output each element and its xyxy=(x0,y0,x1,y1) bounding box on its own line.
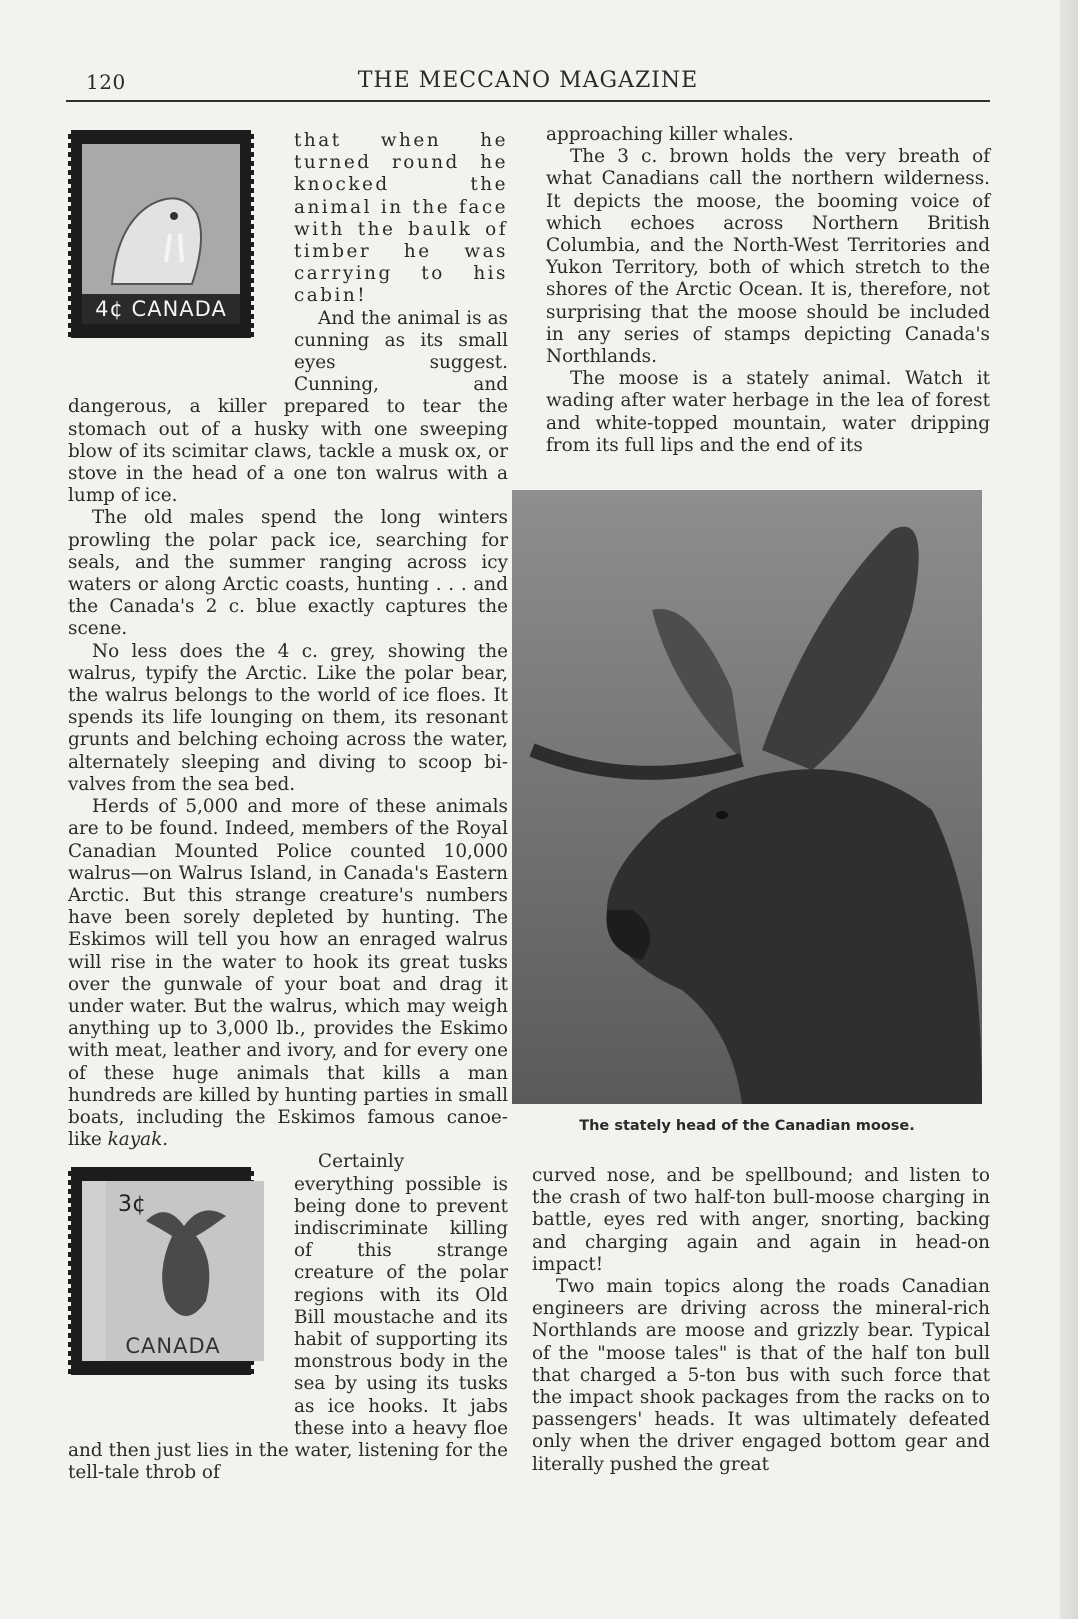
left-column xyxy=(68,130,508,1484)
kayak-word: kayak. xyxy=(107,1129,169,1151)
right-paragraph-4: curved nose, and be spellbound; and listen to the crash of two half-ton bull-moose charging in battle, eyes red with anger, snorting, backing and charging again and again in head-on impact! xyxy=(532,1165,990,1275)
left-paragraph-6-text: Certainly everything possible is being done to prevent indiscriminate killing of this strange creature of the polar regions with its Old Bill moustache and its habit of supporting its monstrous body in the sea by using its tusks as ice hooks. It jabs these into a heavy floe and then just lies in the water, listening for the tell-tale throb of xyxy=(68,1151,508,1484)
right-paragraph-5: Two main topics along the roads Canadian engineers are driving across the mineral-rich Northlands are moose and grizzly bear. Typical of the "moose tales" is that of the half ton bull that charged a 5-ton bus with such force that the impact shook packages from the racks on to passengers' heads. It was ultimately defeated only when the driver engaged bottom gear and literally pushed the great xyxy=(532,1276,990,1475)
left-paragraph-1: that when he turned round he knocked the animal in the face with the baulk of timber he was carrying to his cabin! xyxy=(294,130,508,307)
photo-caption: The stately head of the Canadian moose. xyxy=(579,1118,915,1134)
right-paragraph-2: The 3 c. brown holds the very breath of what Canadians call the northern wilderness. It depicts the moose, the booming voice of which echoes across Northern British Columbia, and the North-West Territories and Yukon Territory, both of which stretch to the shores of the Arctic Ocean. It is, therefore, not surprising that the moose should be included in any series of stamps depicting Canada's Northlands. xyxy=(546,146,990,368)
walrus-stamp-image xyxy=(82,144,240,324)
right-column-bottom xyxy=(532,1165,990,1476)
left-paragraph-6 xyxy=(68,1151,508,1484)
page-number: 120 xyxy=(86,70,126,94)
left-paragraph-4: No less does the 4 c. grey, showing the walrus, typify the Arctic. Like the polar bear, the walrus belongs to the world of ice floes. It spends its life lounging on them, its resonant grunts and belching echoing across the water, alternately sleeping and diving to scoop bi-valves from the sea bed. xyxy=(68,640,508,795)
left-paragraph-5-text: Herds of 5,000 and more of these animals are to be found. Indeed, members of the Royal Canadian Mounted Police counted 10,000 walrus—on Walrus Island, in Canada's Eastern Arctic. But this strange creature's numbers have been sorely depleted by hunting. The Eskimos will tell you how an enraged walrus will rise in the water to hook its great tusks over the gunwale of your boat and drag it under water. But the walrus, which may weigh anything up to 3,000 lb., provides the Eskimo with meat, leather and ivory, and for every one of these huge animals that kills a man hundreds are killed by hunting parties in small boats, including the Eskimos famous canoe-like xyxy=(68,796,508,1151)
walrus-stamp xyxy=(68,130,280,376)
left-paragraph-3: The old males spend the long winters prowling the polar pack ice, searching for seals, and the summer ranging across icy waters or along Arctic coasts, hunting . . . and the Canada's 2 c. blue exactly captures the scene. xyxy=(68,507,508,640)
moose-stamp-value: 3¢ xyxy=(118,1192,146,1218)
right-paragraph-3: The moose is a stately animal. Watch it wading after water herbage in the lea of forest and white-topped mountain, water dripping from its full lips and the end of its xyxy=(546,368,990,456)
moose-stamp xyxy=(68,1167,280,1421)
moose-photo-icon xyxy=(512,490,982,1104)
page-edge xyxy=(1060,0,1078,1619)
moose-stamp-image xyxy=(82,1181,240,1361)
walrus-stamp-label: 4¢ CANADA xyxy=(95,296,227,321)
moose-photograph xyxy=(512,490,982,1104)
moose-stamp-label: CANADA xyxy=(125,1334,221,1359)
magazine-title: THE MECCANO MAGAZINE xyxy=(357,68,699,93)
right-column-top xyxy=(546,124,990,457)
right-paragraph-1: approaching killer whales. xyxy=(546,124,794,145)
page-header xyxy=(66,66,990,102)
left-paragraph-5 xyxy=(68,796,508,1151)
left-paragraph-2: And the animal is as cunning as its small eyes suggest. Cunning, and dangerous, a killer prepared to tear the stomach out of a husky with one sweeping blow of its scimitar claws, tackle a musk ox, or stove in the head of a one ton walrus with a lump of ice. xyxy=(68,307,508,507)
